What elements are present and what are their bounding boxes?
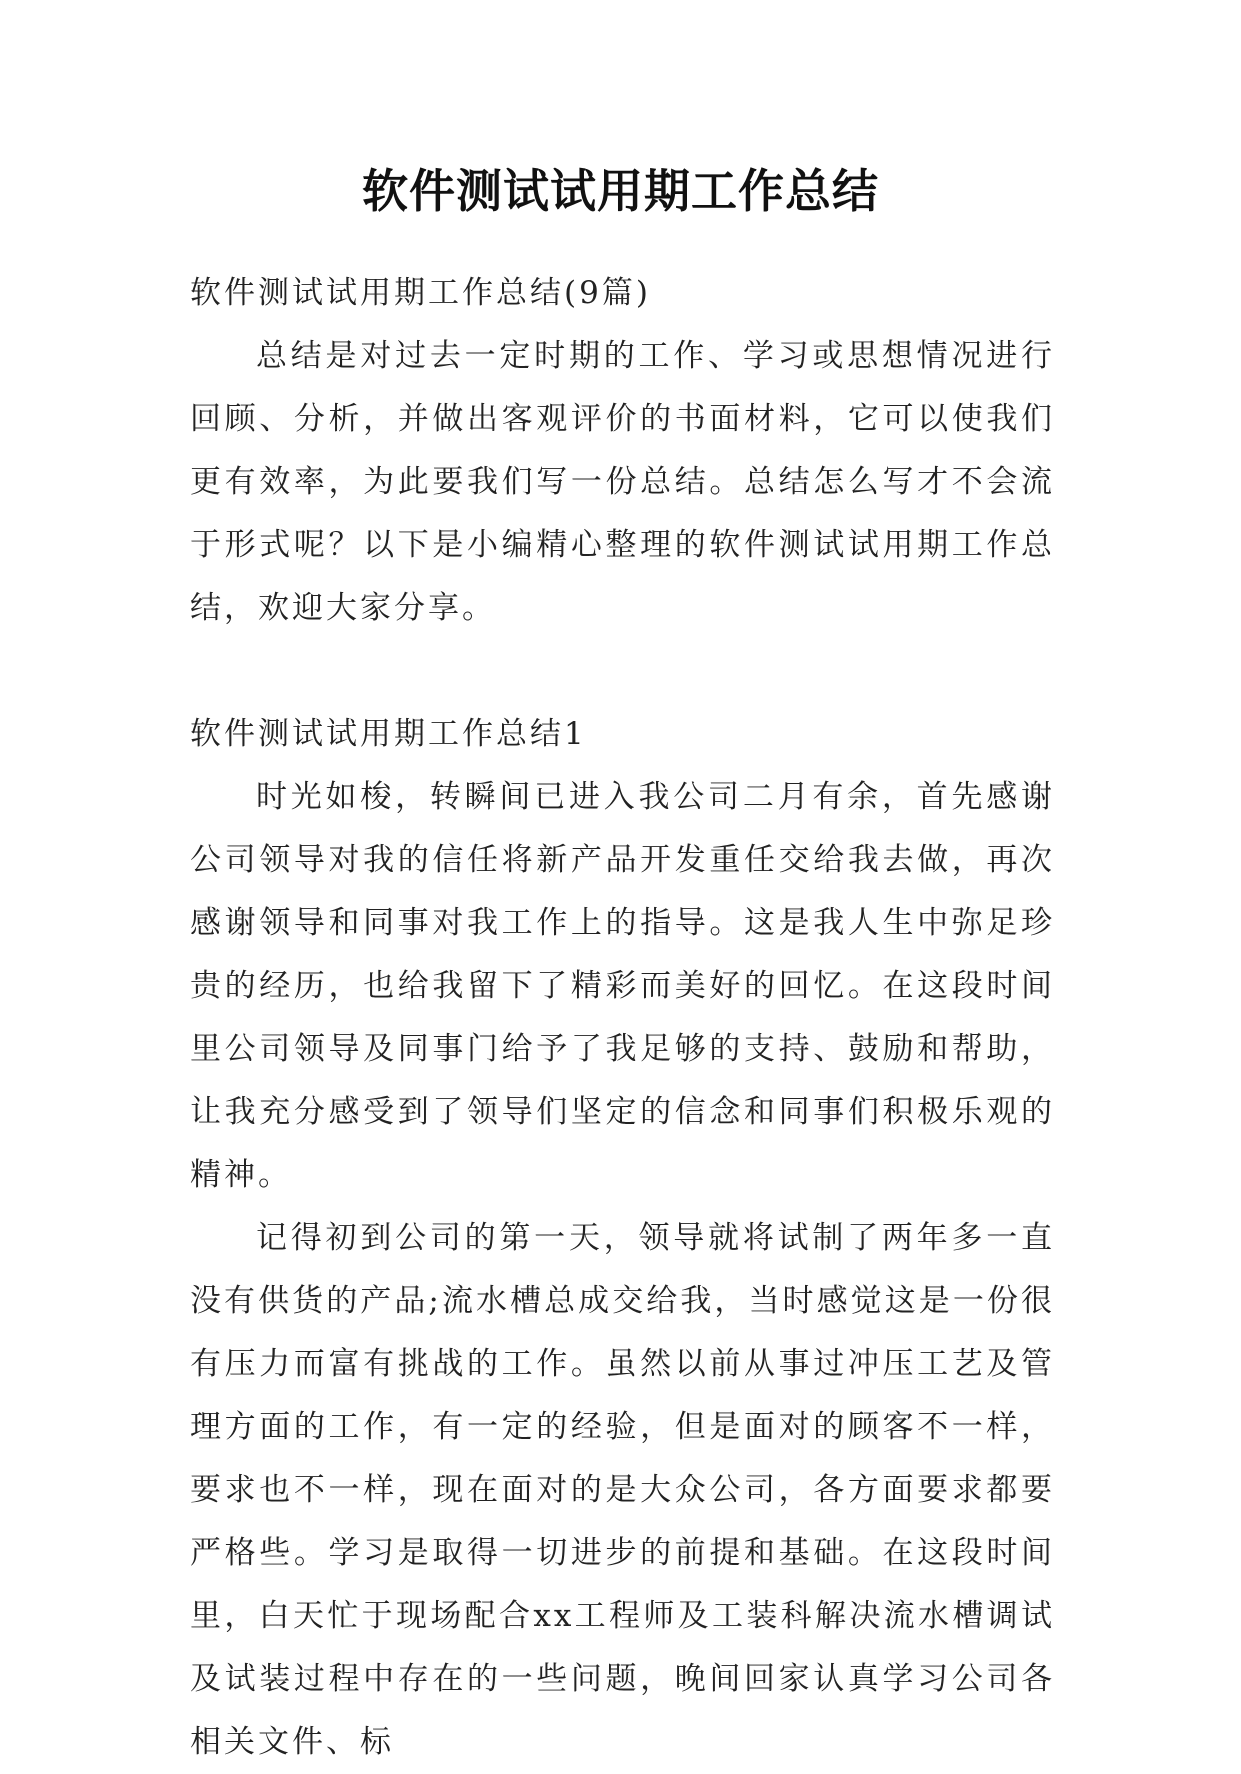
document-title: 软件测试试用期工作总结	[362, 164, 879, 218]
document-body	[190, 262, 1055, 1774]
body-paragraph: 记得初到公司的第一天，领导就将试制了两年多一直没有供货的产品;流水槽总成交给我，当时感觉这是一份很有压力而富有挑战的工作。虽然以前从事过冲压工艺及管理方面的工作，有一定的经验，但是面对的顾客不一样，要求也不一样，现在面对的是大众公司，各方面要求都要严格些。学习是取得一切进步的前提和基础。在这段时间里，白天忙于现场配合xx工程师及工装科解决流水槽调试及试装过程中存在的一些问题，晚间回家认真学习公司各相关文件、标	[190, 1220, 1055, 1760]
document-subtitle: 软件测试试用期工作总结(9篇)	[190, 275, 651, 311]
section-spacer	[190, 640, 1055, 703]
intro-paragraph: 总结是对过去一定时期的工作、学习或思想情况进行回顾、分析，并做出客观评价的书面材料，它可以使我们更有效率，为此要我们写一份总结。总结怎么写才不会流于形式呢？以下是小编精心整理的软件测试试用期工作总结，欢迎大家分享。	[190, 338, 1055, 626]
body-paragraph: 时光如梭，转瞬间已进入我公司二月有余，首先感谢公司领导对我的信任将新产品开发重任交给我去做，再次感谢领导和同事对我工作上的指导。这是我人生中弥足珍贵的经历，也给我留下了精彩而美好的回忆。在这段时间里公司领导及同事门给予了我足够的支持、鼓励和帮助，让我充分感受到了领导们坚定的信念和同事们积极乐观的精神。	[190, 779, 1055, 1193]
section-heading: 软件测试试用期工作总结1	[190, 716, 587, 752]
